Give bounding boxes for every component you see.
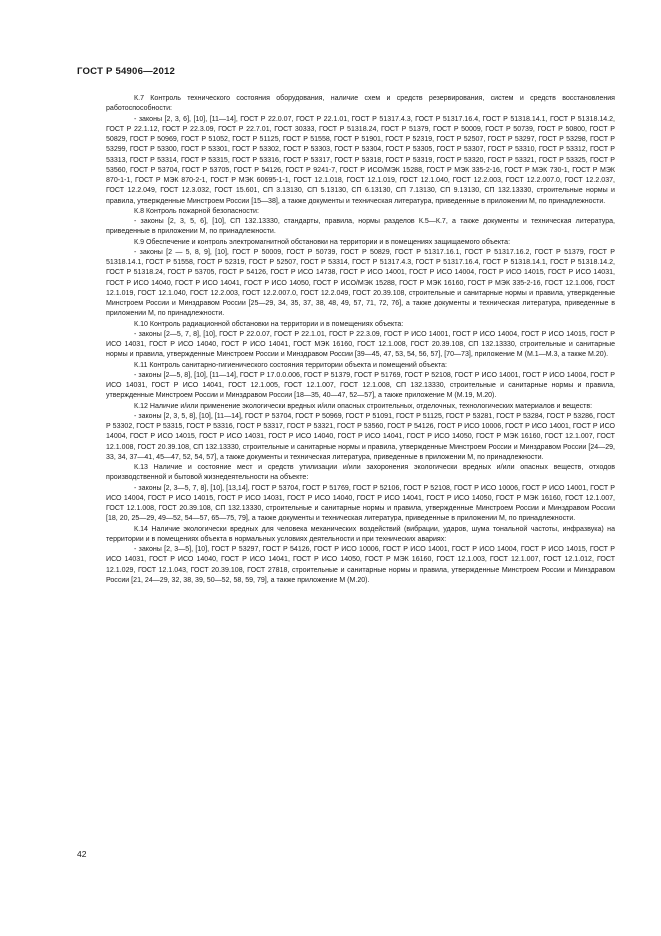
references-paragraph-k14: - законы [2, 3—5], [10], ГОСТ Р 53297, ГОСТ Р 54126, ГОСТ Р ИСО 10006, ГОСТ Р ИСО 14001, ГОСТ Р ИСО 14004, ГОСТ Р ИСО 14015, ГОСТ Р ИСО 14031, ГОСТ Р ИСО 14040, ГОСТ Р ИСО 14041, ГОСТ Р ИСО 14050, ГОСТ Р МЭК 16160, ГОСТ 12.1.003, ГОСТ 12.1.007, ГОСТ 12.1.012, ГОСТ 12.1.029, ГОСТ 12.1.043, ГОСТ 20.39.108, ГОСТ 27818, строительные и санитарные нормы и правила, утвержденные Минстроем России и Минздравом России [21, 24—29, 32, 38, 39, 50—52, 58, 59, 79], а также приложение М (М.20).: [106, 546, 615, 584]
document-header: ГОСТ Р 54906—2012: [77, 66, 176, 77]
section-heading-k12: К.12 Наличие и/или применение экологически вредных и/или опасных строительных, отделочных, технологических материалов и веществ:: [134, 402, 593, 410]
references-paragraph-k12: - законы [2, 3, 5, 8], [10], [11—14], ГОСТ Р 53704, ГОСТ Р 50969, ГОСТ Р 51091, ГОСТ Р 51125, ГОСТ Р 53281, ГОСТ Р 53284, ГОСТ Р 53286, ГОСТ Р 53302, ГОСТ Р 53315, ГОСТ Р 53316, ГОСТ Р 53317, ГОСТ Р 53321, ГОСТ Р 53560, ГОСТ Р 54126, ГОСТ Р ИСО 10006, ГОСТ Р ИСО 14001, ГОСТ Р ИСО 14004, ГОСТ Р ИСО 14015, ГОСТ Р ИСО 14031, ГОСТ Р ИСО 14040, ГОСТ Р ИСО 14041, ГОСТ Р ИСО 14050, ГОСТ Р МЭК 16160, ГОСТ 12.1.007, ГОСТ 12.1.008, ГОСТ 20.39.108, СП 132.13330, строительные и санитарные нормы и правила, утвержденные Минстроем России и Минздравом России [24—29, 33, 34, 37—41, 45—47, 52, 54, 57], а также документы и техническая литература, приведенные в приложении М, по принадлежности.: [106, 412, 615, 461]
document-body: [106, 94, 615, 586]
references-paragraph-k10: - законы [2—5, 7, 8], [10], ГОСТ Р 22.0.07, ГОСТ Р 22.1.01, ГОСТ Р 22.3.09, ГОСТ Р ИСО 14001, ГОСТ Р ИСО 14004, ГОСТ Р ИСО 14015, ГОСТ Р ИСО 14031, ГОСТ Р ИСО 14040, ГОСТ Р ИСО 14041, ГОСТ МЭК 16160, ГОСТ 12.1.008, ГОСТ 20.39.108, СП 132.13330, строительные и санитарные нормы и правила, утвержденные Минстроем России и Минздравом России [39—45, 47, 53, 54, 56, 57], [70—73], приложение М (М.1—М.3, а также М.20).: [106, 330, 615, 359]
section-heading-k11: К.11 Контроль санитарно-гигиенического состояния территории объекта и помещений объекта:: [134, 361, 447, 369]
section-heading-k7: К.7 Контроль технического состояния оборудования, наличие схем и средств резервирования, систем и средств восстановления работоспособности:: [106, 95, 615, 113]
section-heading-k14: К.14 Наличие экологически вредных для человека механических воздействий (вибрации, ударов, шума тональной частоты, инфразвука) на территории и в помещениях объекта в нормальных условиях деятельности и при технических авариях:: [106, 525, 615, 543]
references-paragraph-k9: - законы [2 — 5, 8, 9], [10], ГОСТ Р 50009, ГОСТ Р 50739, ГОСТ Р 50829, ГОСТ Р 51317.16.1, ГОСТ Р 51317.16.2, ГОСТ Р 51379, ГОСТ Р 51318.14.1, ГОСТ Р 51558, ГОСТ Р 52319, ГОСТ Р 52507, ГОСТ Р 53314, ГОСТ Р 51317.4.3, ГОСТ Р 51317.16.4, ГОСТ Р 51318.14.1, ГОСТ Р 51318.14.2, ГОСТ Р 51318.24, ГОСТ Р 53705, ГОСТ Р 54126, ГОСТ Р ИСО 14738, ГОСТ Р ИСО 14001, ГОСТ Р ИСО 14004, ГОСТ Р ИСО 14015, ГОСТ Р ИСО 14031, ГОСТ Р ИСО 14040, ГОСТ Р ИСО 14041, ГОСТ Р ИСО 14050, ГОСТ Р ИСО/МЭК 15288, ГОСТ Р МЭК 16160, ГОСТ Р МЭК 335-2-16, ГОСТ 12.1.006, ГОСТ 12.1.019, ГОСТ 12.1.040, ГОСТ 12.2.003, ГОСТ 12.2.007.0, ГОСТ 12.2.049, ГОСТ 20.39.108, строительные и санитарные нормы и правила, утвержденные Минстроем России и Минздравом России [25—29, 34, 35, 37, 38, 48, 49, 57, 71, 72, 76], а также документы и техническая литература, приведенные в приложении М, по принадлежности.: [106, 248, 615, 318]
section-heading-k8: К.8 Контроль пожарной безопасности:: [134, 207, 259, 215]
section-heading-k13: К.13 Наличие и состояние мест и средств утилизации и/или захоронения экологически вредных и/или опасных веществ, отходов производственной и бытовой жизнедеятельности на объекте:: [106, 464, 615, 482]
references-paragraph-k11: - законы [2—5, 8], [10], [11—14], ГОСТ Р 17.0.0.006, ГОСТ Р 51379, ГОСТ Р 51769, ГОСТ Р 52108, ГОСТ Р ИСО 14001, ГОСТ Р ИСО 14004, ГОСТ Р ИСО 14031, ГОСТ Р ИСО 14041, ГОСТ 12.1.005, ГОСТ 12.1.007, ГОСТ 12.1.008, СП 132.13330, строительные и санитарные нормы и правила, утвержденные Минстроем России и Минздравом России [18—35, 40—47, 52—57], а также приложение М (М.19, М.20).: [106, 371, 615, 400]
section-heading-k9: К.9 Обеспечение и контроль электромагнитной обстановки на территории и в помещениях защищаемого объекта:: [134, 238, 511, 246]
section-heading-k10: К.10 Контроль радиационной обстановки на территории и в помещениях объекта:: [134, 320, 404, 328]
page-number: 42: [77, 849, 87, 859]
references-paragraph-k13: - законы [2, 3—5, 7, 8], [10], [13,14], ГОСТ Р 53704, ГОСТ Р 51769, ГОСТ Р 52106, ГОСТ Р 52108, ГОСТ Р ИСО 10006, ГОСТ Р ИСО 14001, ГОСТ Р ИСО 14004, ГОСТ Р ИСО 14015, ГОСТ Р ИСО 14031, ГОСТ Р ИСО 14040, ГОСТ Р ИСО 14041, ГОСТ Р ИСО 14050, ГОСТ Р МЭК 16160, ГОСТ 12.1.007, ГОСТ 12.1.008, ГОСТ 20.39.108, СП 132.13330, строительные и санитарные нормы и правила, утвержденные Минстроем России и Минздравом России [18, 20, 25—29, 49—52, 54—57, 65—75, 79], а также документы и техническая литература, приведенные в приложении М, по принадлежности.: [106, 484, 615, 523]
references-paragraph-k7: - законы [2, 3, 6], [10], [11—14], ГОСТ Р 22.0.07, ГОСТ Р 22.1.01, ГОСТ Р 51317.4.3, ГОСТ Р 51317.16.4, ГОСТ Р 51318.14.1, ГОСТ Р 51318.14.2, ГОСТ Р 22.1.12, ГОСТ Р 22.3.09, ГОСТ Р 22.7.01, ГОСТ 30333, ГОСТ Р 51318.24, ГОСТ Р 51379, ГОСТ Р 50009, ГОСТ Р 50739, ГОСТ Р 50800, ГОСТ Р 50829, ГОСТ Р 50969, ГОСТ Р 51052, ГОСТ Р 51125, ГОСТ Р 51558, ГОСТ Р 51901, ГОСТ Р 52319, ГОСТ Р 52507, ГОСТ Р 53297, ГОСТ Р 53298, ГОСТ Р 53299, ГОСТ Р 53300, ГОСТ Р 53301, ГОСТ Р 53302, ГОСТ Р 53303, ГОСТ Р 53304, ГОСТ Р 53305, ГОСТ Р 53307, ГОСТ Р 53310, ГОСТ Р 53312, ГОСТ Р 53313, ГОСТ Р 53314, ГОСТ Р 53315, ГОСТ Р 53316, ГОСТ Р 53317, ГОСТ Р 53318, ГОСТ Р 53319, ГОСТ Р 53320, ГОСТ Р 53321, ГОСТ Р 53325, ГОСТ Р 53560, ГОСТ Р 53704, ГОСТ Р 53705, ГОСТ Р 54126, ГОСТ Р 9241-7, ГОСТ Р ИСО/МЭК 15288, ГОСТ Р МЭК 335-2-16, ГОСТ Р МЭК 730-1, ГОСТ Р МЭК 870-1-1, ГОСТ Р МЭК 870-2-1, ГОСТ Р МЭК 60695-1-1, ГОСТ 12.1.018, ГОСТ 12.1.019, ГОСТ 12.1.040, ГОСТ 12.2.003, ГОСТ 12.2.007.0, ГОСТ 12.2.037, ГОСТ 12.2.049, ГОСТ 12.3.032, ГОСТ 15.601, СП 3.13130, СП 5.13130, СП 6.13130, СП 7.13130, СП 9.13130, СП 132.13330, строительные нормы и правила, утвержденные Минстроем России [15—38], а также документы и техническая литература, приведенные в приложении М, по принадлежности.: [106, 115, 615, 205]
references-paragraph-k8: - законы [2, 3, 5, 6], [10], СП 132.13330, стандарты, правила, нормы разделов К.5—К.7, а также документы и техническая литература, приведенные в приложении М, по принадлежности.: [106, 218, 615, 236]
